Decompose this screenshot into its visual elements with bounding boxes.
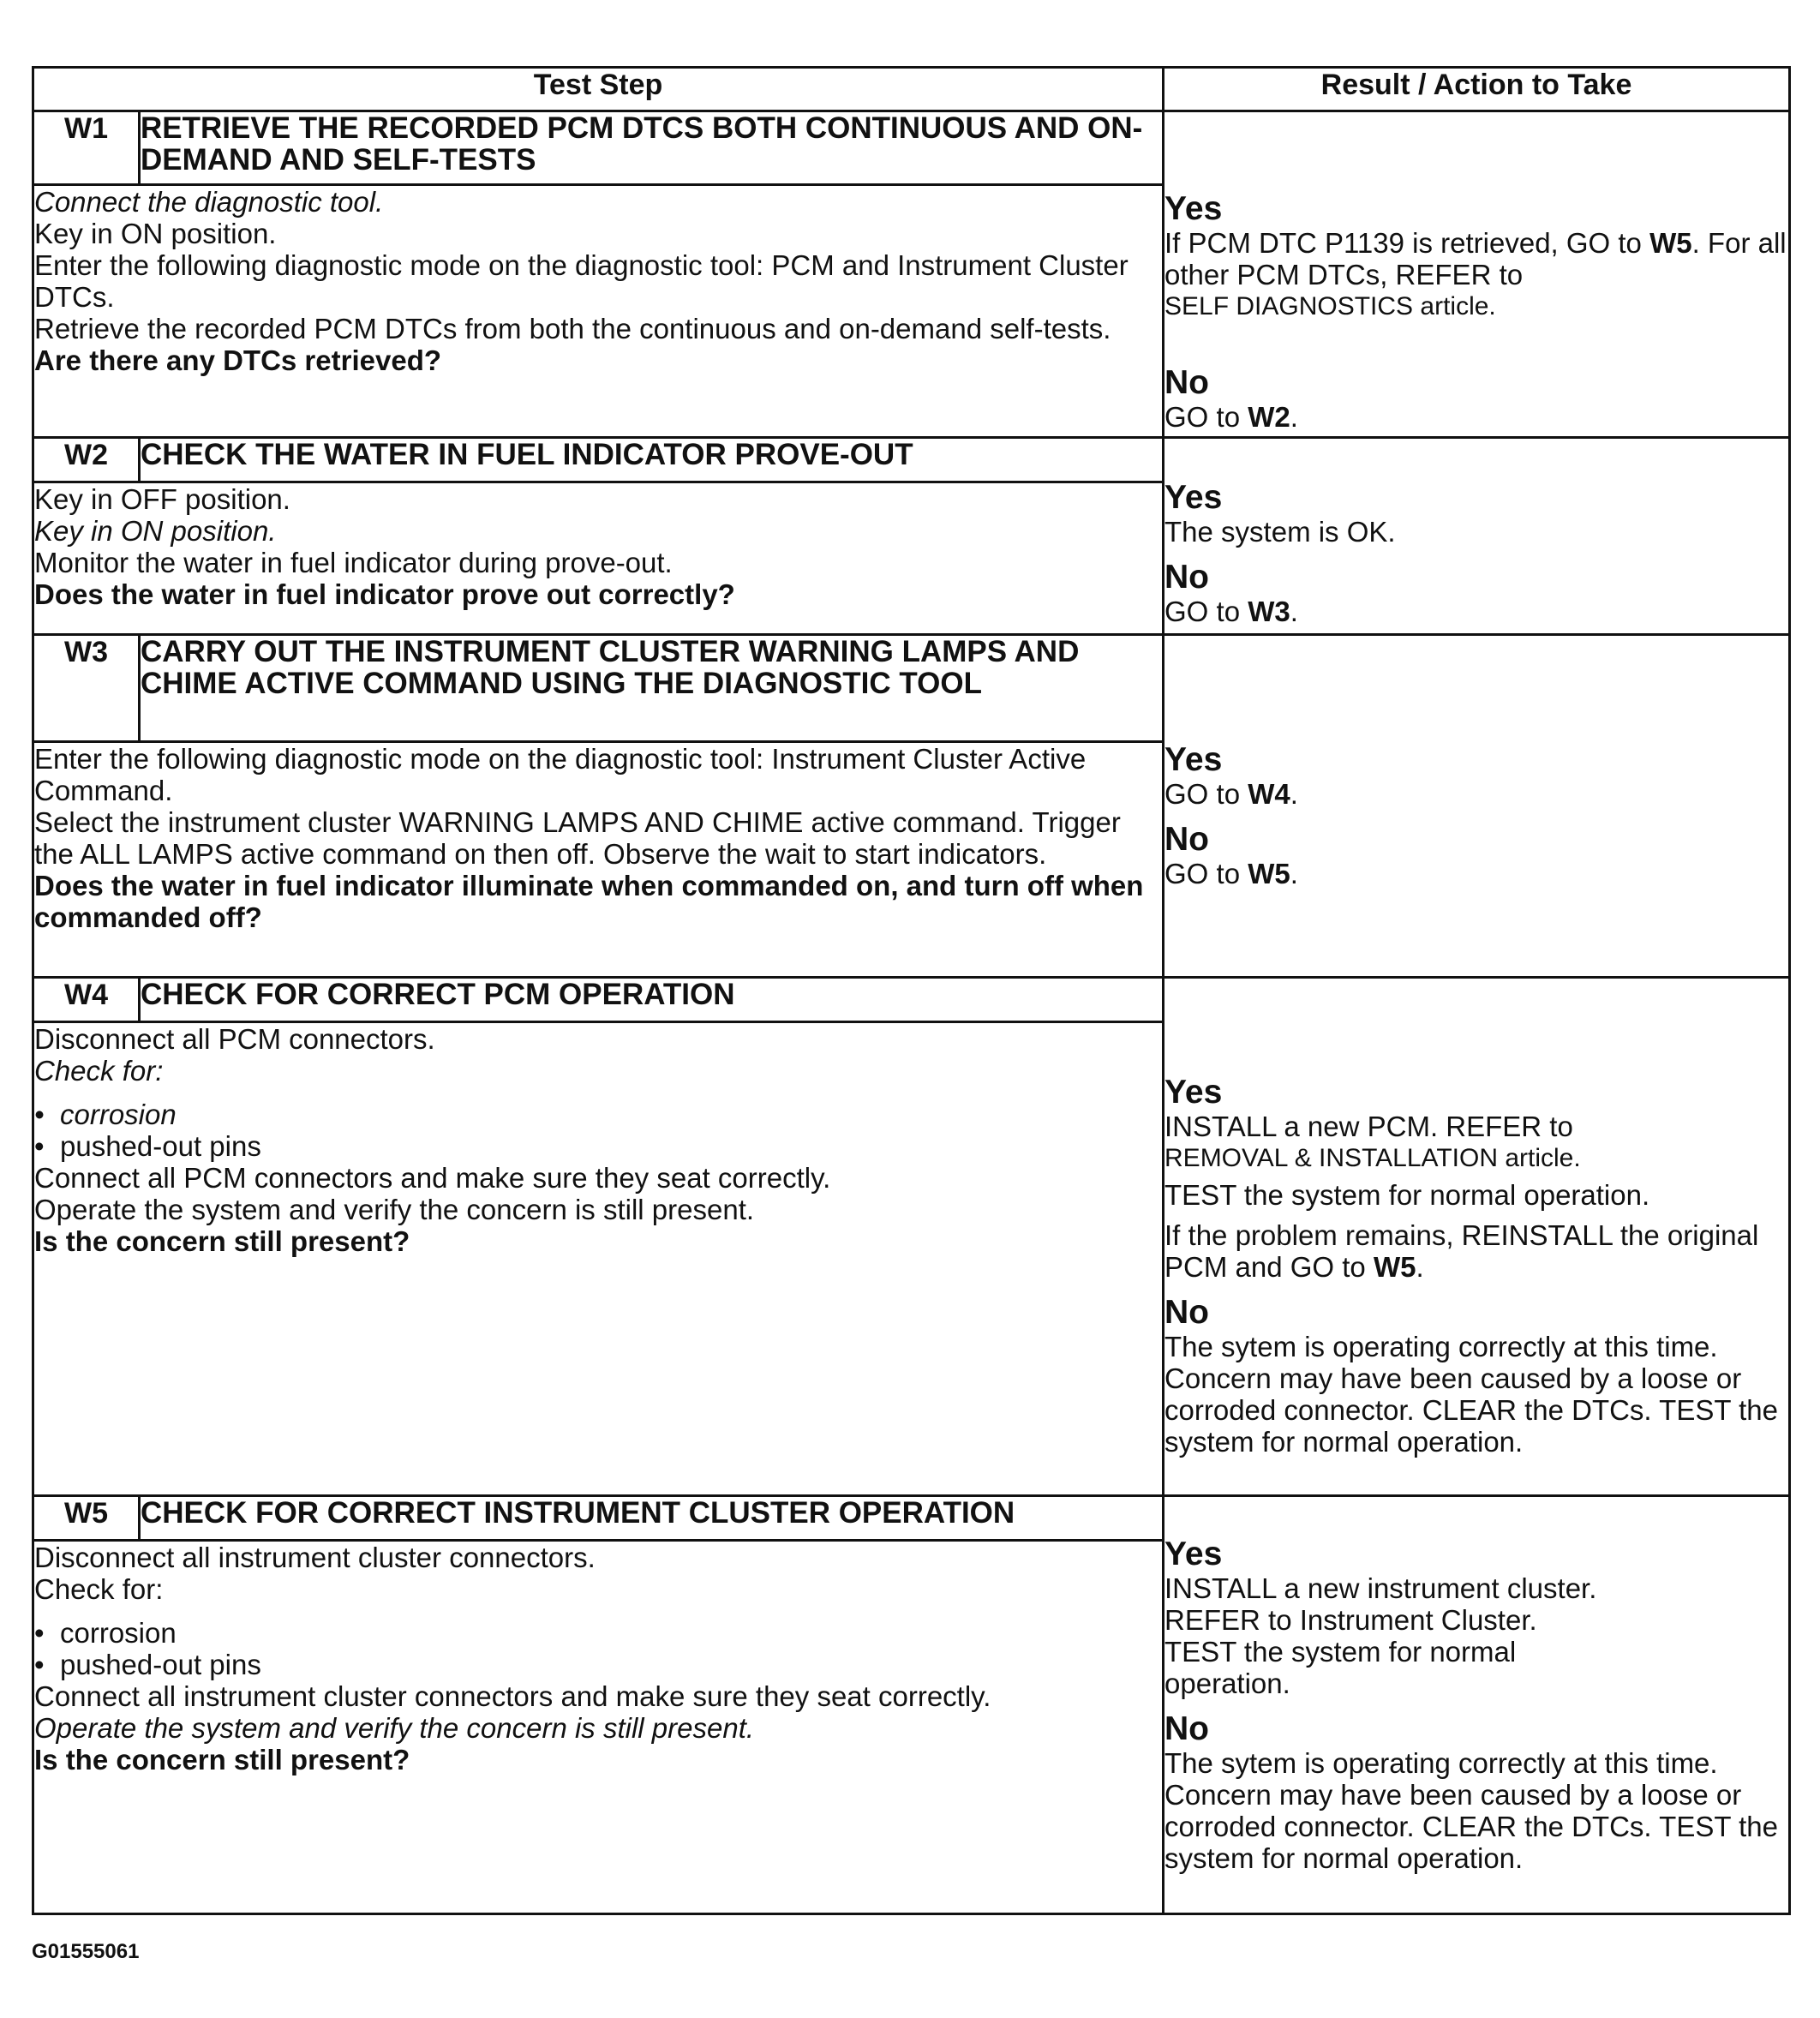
step-title: CARRY OUT THE INSTRUMENT CLUSTER WARNING LAMPS AND CHIME ACTIVE COMMAND USING THE DIAGNOSTIC TOOL (140, 635, 1164, 742)
list-item: • Monitor the water in fuel indicator during prove-out. (34, 547, 1162, 578)
sub-list-item: • pushed-out pins (34, 1130, 1162, 1162)
diagnostic-table (32, 66, 1791, 1915)
step-title: CHECK FOR CORRECT PCM OPERATION (140, 978, 1164, 1022)
list-item: • Key in OFF position. (34, 483, 1162, 515)
sub-list (34, 1617, 1162, 1680)
no-text: GO to W3. (1164, 596, 1298, 627)
list-item: • Disconnect all instrument cluster connectors. (34, 1542, 1162, 1573)
list-item: • Key in ON position. (34, 218, 1162, 249)
yes-label: Yes (1164, 190, 1223, 227)
yes-test-text: TEST the system for normal operation. (1164, 1636, 1517, 1699)
list-item-question: • Does the water in fuel indicator illuminate when commanded on, and turn off when commanded off? (34, 870, 1162, 933)
step-w5-body (33, 1541, 1164, 1914)
step-w3-result (1164, 635, 1790, 978)
list-item: • Enter the following diagnostic mode on the diagnostic tool: PCM and Instrument Cluster DTCs. (34, 249, 1162, 313)
step-w1-title-row (33, 111, 1790, 185)
no-text: The sytem is operating correctly at this time. Concern may have been caused by a loose or corroded connector. CLEAR the DTCs. TEST the system for normal operation. (1164, 1747, 1778, 1874)
step-title: CHECK THE WATER IN FUEL INDICATOR PROVE-OUT (140, 438, 1164, 482)
step-w3-title-row (33, 635, 1790, 742)
list-item-question: • Is the concern still present? (34, 1744, 1162, 1775)
step-w4-title-row (33, 978, 1790, 1022)
step-w2-title-row (33, 438, 1790, 482)
yes-text: GO to W4. (1164, 778, 1298, 810)
list-item: • Operate the system and verify the concern is still present. (34, 1712, 1162, 1744)
step-w2-body (33, 482, 1164, 635)
step-list (34, 1023, 1162, 1257)
step-list (34, 1542, 1162, 1775)
sub-list-item: • pushed-out pins (34, 1649, 1162, 1680)
step-id: W3 (33, 635, 140, 742)
table-header-row (33, 68, 1790, 111)
yes-text: If PCM DTC P1139 is retrieved, GO to W5. For all other PCM DTCs, REFER to (1164, 227, 1787, 290)
yes-reference: REMOVAL & INSTALLATION article. (1164, 1144, 1581, 1172)
step-w4-result (1164, 978, 1790, 1496)
no-label: No (1164, 1710, 1210, 1747)
step-w2-result (1164, 438, 1790, 635)
step-w5-title-row (33, 1496, 1790, 1541)
list-item: • Operate the system and verify the concern is still present. (34, 1194, 1162, 1225)
step-w4-body (33, 1022, 1164, 1496)
no-label: No (1164, 364, 1210, 401)
no-label: No (1164, 1294, 1210, 1331)
step-w5-result (1164, 1496, 1790, 1914)
yes-text: INSTALL a new PCM. REFER to (1164, 1111, 1573, 1142)
sub-list (34, 1099, 1162, 1162)
step-list (34, 483, 1162, 610)
figure-code: G01555061 (32, 1940, 140, 1963)
no-text: The sytem is operating correctly at this time. Concern may have been caused by a loose or corroded connector. CLEAR the DTCs. TEST the system for normal operation. (1164, 1331, 1778, 1458)
yes-test-text: TEST the system for normal operation. (1164, 1179, 1650, 1211)
list-item: • Retrieve the recorded PCM DTCs from both the continuous and on-demand self-tests. (34, 313, 1162, 344)
step-w1-body (33, 185, 1164, 438)
list-item: • Enter the following diagnostic mode on the diagnostic tool: Instrument Cluster Active Command. (34, 743, 1162, 806)
test-step-header: Test Step (33, 68, 1164, 111)
step-list (34, 186, 1162, 376)
yes-reference: REFER to Instrument Cluster. (1164, 1604, 1537, 1636)
step-w1-result (1164, 111, 1790, 438)
step-title: RETRIEVE THE RECORDED PCM DTCS BOTH CONTINUOUS AND ON-DEMAND AND SELF-TESTS (140, 111, 1164, 185)
step-title: CHECK FOR CORRECT INSTRUMENT CLUSTER OPERATION (140, 1496, 1164, 1541)
yes-reference: SELF DIAGNOSTICS article. (1164, 292, 1496, 320)
yes-label: Yes (1164, 1536, 1223, 1572)
yes-label: Yes (1164, 1074, 1223, 1111)
step-list (34, 743, 1162, 933)
list-item: • Key in ON position. (34, 515, 1162, 547)
no-text: GO to W2. (1164, 401, 1298, 433)
list-item: • Connect all PCM connectors and make sure they seat correctly. (34, 1162, 1162, 1194)
yes-text: INSTALL a new instrument cluster. (1164, 1572, 1597, 1604)
list-item-question: • Are there any DTCs retrieved? (34, 344, 1162, 376)
yes-text: The system is OK. (1164, 516, 1396, 548)
sub-list-item: • corrosion (34, 1099, 1162, 1130)
no-label: No (1164, 821, 1210, 858)
sub-list-item: • corrosion (34, 1617, 1162, 1649)
list-item-question: • Is the concern still present? (34, 1225, 1162, 1257)
list-item: • Connect the diagnostic tool. (34, 186, 1162, 218)
step-id: W4 (33, 978, 140, 1022)
list-item: • Check for: • corrosion • pushed-out pins (34, 1573, 1162, 1680)
step-w3-body (33, 742, 1164, 978)
no-text: GO to W5. (1164, 858, 1298, 889)
yes-label: Yes (1164, 479, 1223, 516)
no-label: No (1164, 559, 1210, 596)
yes-label: Yes (1164, 741, 1223, 778)
result-action-header: Result / Action to Take (1164, 68, 1790, 111)
list-item: • Select the instrument cluster WARNING LAMPS AND CHIME active command. Trigger the ALL LAMPS active command on then off. Observe the wait to start indicators. (34, 806, 1162, 870)
list-item-question: • Does the water in fuel indicator prove out correctly? (34, 578, 1162, 610)
step-id: W5 (33, 1496, 140, 1541)
yes-remain-text: If the problem remains, REINSTALL the original PCM and GO to W5. (1164, 1219, 1759, 1283)
list-item: • Check for: • corrosion • pushed-out pins (34, 1055, 1162, 1162)
list-item: • Connect all instrument cluster connectors and make sure they seat correctly. (34, 1680, 1162, 1712)
list-item: • Disconnect all PCM connectors. (34, 1023, 1162, 1055)
step-id: W1 (33, 111, 140, 185)
step-id: W2 (33, 438, 140, 482)
